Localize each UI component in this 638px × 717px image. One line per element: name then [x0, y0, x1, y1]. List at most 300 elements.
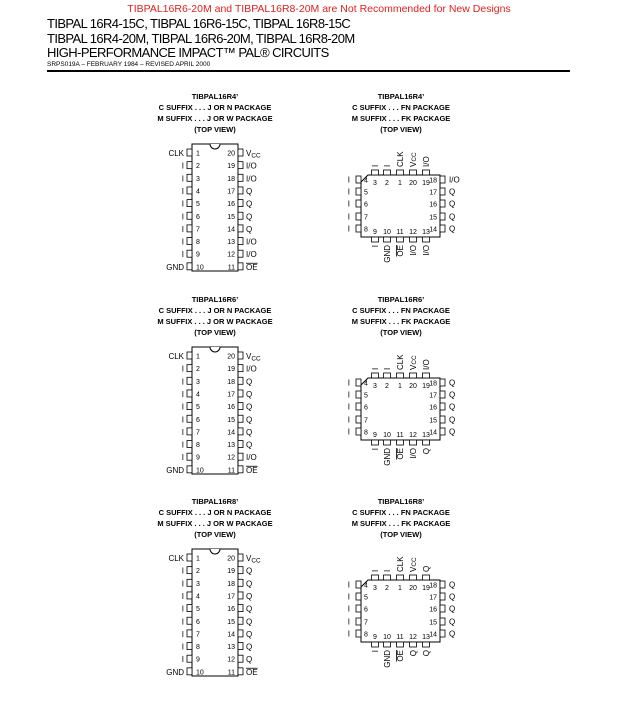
pin-number: 15 [227, 618, 235, 626]
pin-signal: I [181, 186, 184, 196]
top-view-label: (TOP VIEW) [380, 328, 422, 337]
pin-signal: Q [449, 415, 456, 425]
pin-number: 14 [227, 631, 235, 639]
pin-number: 3 [373, 383, 377, 390]
pin-number: 13 [422, 432, 430, 439]
fk-pin [397, 575, 404, 580]
pin-number: 9 [196, 656, 200, 664]
pin-signal: I [347, 175, 350, 185]
pin-signal: I [347, 617, 350, 627]
pin-number: 13 [227, 644, 235, 652]
pin-number: 17 [429, 189, 437, 197]
pin-number: 15 [227, 213, 235, 221]
pin-number: 6 [196, 213, 200, 221]
dip-pin [238, 428, 243, 435]
fk-pin [356, 200, 361, 207]
pin-number: 17 [227, 188, 235, 196]
pin-signal: I [181, 389, 184, 399]
pin-number: 6 [196, 416, 200, 424]
pin-signal: Q [246, 642, 253, 652]
pin-number: 1 [196, 555, 200, 563]
pin-number: 19 [422, 585, 430, 592]
pin-signal: I/O [246, 237, 257, 247]
pin-signal: I [347, 415, 350, 425]
pin-number: 7 [196, 631, 200, 639]
pin-number: 9 [373, 229, 377, 236]
dip-pin [238, 605, 243, 612]
pin-signal: GND [383, 650, 392, 668]
pin-number: 8 [364, 429, 368, 437]
pin-signal: CLK [168, 554, 184, 563]
pin-signal: Q [422, 448, 431, 455]
pin-signal: I [347, 187, 350, 197]
fk-pin [356, 605, 361, 612]
pin-number: 10 [383, 229, 391, 236]
pin-signal: I/O [246, 250, 257, 260]
pin-number: 12 [227, 656, 235, 664]
pin-number: 13 [422, 229, 430, 236]
fk-pin [384, 170, 391, 175]
dip-pin [187, 238, 192, 245]
fk-pinout [348, 92, 460, 263]
pin-number: 4 [196, 391, 200, 399]
dip-pin [238, 225, 243, 232]
device-name: TIBPAL16R6’ [377, 295, 425, 304]
pin-signal: OE [396, 448, 405, 460]
dip-pin [187, 592, 192, 599]
pin-signal: I [347, 199, 350, 209]
device-1 [157, 92, 459, 272]
dip-pin [238, 554, 243, 561]
pin-number: 15 [429, 619, 437, 627]
dip-pin [238, 238, 243, 245]
pin-number: 17 [227, 593, 235, 601]
pin-number: 16 [429, 201, 437, 209]
pin-signal: Q [246, 617, 253, 627]
fk-pin [356, 225, 361, 232]
pin-number: 20 [409, 180, 417, 187]
pin-signal: I [181, 224, 184, 234]
fk-pin [384, 642, 391, 647]
top-view-label: (TOP VIEW) [380, 125, 422, 134]
pin-number: 20 [409, 383, 417, 390]
pin-signal: I/O [246, 161, 257, 171]
pin-number: 11 [396, 432, 404, 439]
dip-pin [187, 263, 192, 270]
pin-signal: I [181, 655, 184, 665]
pin-number: 20 [227, 353, 235, 361]
pin-signal: Q [246, 224, 253, 234]
pin-signal: I [347, 402, 350, 412]
pin-signal: I [181, 212, 184, 222]
fk-pin [423, 170, 430, 175]
pin-signal: Q [449, 592, 456, 602]
pin-number: 15 [429, 417, 437, 425]
pin-number: 2 [385, 383, 389, 390]
fk-pin [410, 642, 417, 647]
pin-signal: I [181, 377, 184, 387]
package-c-suffix: C SUFFIX . . . FN PACKAGE [352, 508, 450, 517]
fk-pin [372, 575, 379, 580]
fk-pin [384, 373, 391, 378]
fk-pin [372, 170, 379, 175]
pin-number: 2 [385, 180, 389, 187]
dip-notch [210, 549, 220, 554]
dip-pin [238, 263, 243, 270]
dip-pin [238, 403, 243, 410]
fk-pin [410, 170, 417, 175]
document-id: SRPS019A – FEBRUARY 1984 – REVISED APRIL 2000 [47, 61, 211, 68]
pin-signal: I [347, 224, 350, 234]
pin-signal: I [181, 591, 184, 601]
dip-pin [187, 643, 192, 650]
fk-pinout [348, 497, 455, 668]
pin-number: 11 [227, 467, 235, 475]
pin-number: 6 [364, 606, 368, 614]
pin-number: 12 [409, 229, 417, 236]
fk-pin [440, 213, 445, 220]
pin-signal: I [181, 642, 184, 652]
pin-number: 14 [429, 429, 437, 437]
pin-signal: OE [396, 245, 405, 257]
top-view-label: (TOP VIEW) [194, 530, 236, 539]
fk-pin [410, 440, 417, 445]
package-c-suffix: C SUFFIX . . . FN PACKAGE [352, 103, 450, 112]
pin-number: 18 [227, 378, 235, 386]
pin-signal: VCC [246, 352, 261, 363]
package-m-suffix: M SUFFIX . . . J OR W PACKAGE [157, 114, 273, 123]
dip-pin [187, 162, 192, 169]
pin-number: 3 [196, 378, 200, 386]
dip-pin [187, 365, 192, 372]
dip-pin [238, 365, 243, 372]
dip-pin [187, 428, 192, 435]
package-c-suffix: C SUFFIX . . . J OR N PACKAGE [158, 306, 272, 315]
pin-signal: GND [166, 465, 184, 475]
pin-signal: CLK [396, 151, 405, 167]
pin-number: 2 [196, 366, 200, 374]
pin-signal: I [181, 174, 184, 184]
dip-pin [238, 415, 243, 422]
pin-signal: Q [246, 591, 253, 601]
device-name: TIBPAL16R6’ [191, 295, 239, 304]
fk-pin [440, 605, 445, 612]
fk-pin [423, 373, 430, 378]
pin-number: 3 [196, 175, 200, 183]
pin-number: 11 [396, 229, 404, 236]
pin-signal: Q [449, 224, 456, 234]
pin-signal: I/O [422, 245, 431, 256]
pin-number: 14 [429, 226, 437, 234]
dip-pinout [157, 295, 272, 475]
fk-pin [372, 440, 379, 445]
dip-pin [238, 567, 243, 574]
pin-signal: Q [449, 199, 456, 209]
fk-pin [440, 188, 445, 195]
pin-signal: Q [246, 629, 253, 639]
pin-number: 19 [422, 180, 430, 187]
fk-pin [356, 213, 361, 220]
pin-signal: I [181, 440, 184, 450]
pin-signal: Q [246, 402, 253, 412]
pin-number: 1 [398, 585, 402, 592]
fk-pin [410, 237, 417, 242]
pin-signal: Q [449, 629, 456, 639]
dip-pin [187, 200, 192, 207]
pin-number: 8 [196, 644, 200, 652]
pin-signal: Q [246, 389, 253, 399]
pin-number: 18 [227, 175, 235, 183]
pin-signal: Q [449, 212, 456, 222]
pin-signal: I [371, 650, 380, 653]
fk-pin [372, 373, 379, 378]
pin-number: 16 [429, 606, 437, 614]
dip-pin [187, 212, 192, 219]
dip-pin [187, 630, 192, 637]
pin-signal: I [347, 390, 350, 400]
pin-signal: I [181, 629, 184, 639]
device-3 [157, 497, 455, 677]
fk-pin [356, 581, 361, 588]
pin-signal: OE [246, 465, 258, 475]
pin-number: 1 [398, 180, 402, 187]
fk-pin [356, 403, 361, 410]
dip-pin [187, 187, 192, 194]
pin-signal: CLK [168, 149, 184, 158]
dip-pin [187, 390, 192, 397]
pin-signal: Q [422, 565, 431, 572]
fk-pin [440, 391, 445, 398]
fk-pin [356, 188, 361, 195]
dip-pin [238, 200, 243, 207]
dip-pin [187, 403, 192, 410]
pin-number: 4 [364, 380, 368, 388]
dip-pin [187, 352, 192, 359]
pin-signal: I [181, 415, 184, 425]
page-title-line-3: HIGH-PERFORMANCE IMPACT™ PAL® CIRCUITS [47, 45, 329, 60]
pin-signal: I [181, 579, 184, 589]
dip-pin [238, 630, 243, 637]
device-name: TIBPAL16R8’ [377, 497, 425, 506]
pin-signal: OE [396, 650, 405, 662]
dip-pin [238, 643, 243, 650]
pin-number: 8 [196, 442, 200, 450]
fk-pin [384, 440, 391, 445]
not-recommended-notice: TIBPAL16R6-20M and TIBPAL16R8-20M are Not Recommended for New Designs [127, 3, 511, 15]
pin-number: 19 [422, 383, 430, 390]
dip-pin [187, 617, 192, 624]
pin-number: 5 [364, 189, 368, 197]
pin-number: 5 [364, 392, 368, 400]
fk-pin [356, 176, 361, 183]
dip-notch [210, 144, 220, 149]
fk-pin [440, 428, 445, 435]
pin-signal: OE [246, 667, 258, 677]
package-m-suffix: M SUFFIX . . . FK PACKAGE [351, 114, 451, 123]
pin-number: 18 [429, 177, 437, 185]
pin-signal: I [347, 427, 350, 437]
pin-signal: Q [246, 212, 253, 222]
pin-signal: I [181, 566, 184, 576]
pin-signal: VCC [409, 152, 418, 167]
pin-number: 6 [364, 404, 368, 412]
fk-pin [440, 225, 445, 232]
pin-number: 10 [383, 432, 391, 439]
pin-signal: I [371, 367, 380, 370]
fk-pin [397, 373, 404, 378]
pin-number: 4 [196, 593, 200, 601]
package-m-suffix: M SUFFIX . . . FK PACKAGE [351, 317, 451, 326]
dip-pin [187, 415, 192, 422]
dip-pin [238, 377, 243, 384]
pin-signal: GND [166, 262, 184, 272]
pin-signal: I [371, 164, 380, 167]
fk-pin [440, 176, 445, 183]
pin-signal: I/O [422, 359, 431, 370]
pin-number: 5 [196, 201, 200, 209]
pin-number: 14 [227, 226, 235, 234]
fk-pin [440, 593, 445, 600]
pin-signal: I [181, 237, 184, 247]
top-view-label: (TOP VIEW) [194, 328, 236, 337]
page-title-line-2: TIBPAL 16R4-20M, TIBPAL 16R6-20M, TIBPAL 16R8-20M [47, 31, 355, 46]
package-c-suffix: C SUFFIX . . . FN PACKAGE [352, 306, 450, 315]
pin-number: 5 [196, 404, 200, 412]
dip-pin [238, 668, 243, 675]
dip-pinout [157, 92, 272, 272]
fk-pin [356, 630, 361, 637]
pin-signal: Q [246, 566, 253, 576]
pin-number: 1 [196, 353, 200, 361]
fk-pin [397, 237, 404, 242]
fk-pin [423, 642, 430, 647]
pin-signal: Q [449, 378, 456, 388]
pin-number: 3 [373, 180, 377, 187]
pin-number: 5 [196, 606, 200, 614]
pin-number: 4 [364, 177, 368, 185]
pin-signal: I/O [246, 364, 257, 374]
device-name: TIBPAL16R4’ [191, 92, 239, 101]
package-c-suffix: C SUFFIX . . . J OR N PACKAGE [158, 508, 272, 517]
dip-pin [238, 441, 243, 448]
dip-pin [187, 377, 192, 384]
pin-number: 11 [227, 264, 235, 272]
pin-number: 8 [364, 226, 368, 234]
dip-pin [187, 441, 192, 448]
pin-number: 13 [227, 442, 235, 450]
pin-signal: I [181, 250, 184, 260]
fk-pin [372, 237, 379, 242]
pin-signal: I [347, 580, 350, 590]
dip-pin [238, 390, 243, 397]
pin-signal: I [371, 569, 380, 572]
fk-pin [440, 379, 445, 386]
page-title-line-1: TIBPAL 16R4-15C, TIBPAL 16R6-15C, TIBPAL 16R8-15C [47, 16, 351, 31]
pin-number: 12 [409, 634, 417, 641]
pin-number: 16 [227, 404, 235, 412]
pin-signal: GND [383, 245, 392, 263]
pin-number: 6 [196, 618, 200, 626]
dip-pin [187, 225, 192, 232]
pin-number: 17 [429, 392, 437, 400]
dip-pin [187, 453, 192, 460]
fk-pin [440, 403, 445, 410]
fk-pin [356, 391, 361, 398]
fk-pin [440, 416, 445, 423]
pin-number: 10 [196, 264, 204, 272]
pin-signal: Q [449, 187, 456, 197]
fk-pin [410, 575, 417, 580]
pin-signal: GND [383, 448, 392, 466]
pin-signal: I [347, 604, 350, 614]
pin-number: 12 [227, 454, 235, 462]
pin-number: 8 [196, 239, 200, 247]
package-m-suffix: M SUFFIX . . . J OR W PACKAGE [157, 317, 273, 326]
dip-pin [187, 466, 192, 473]
dip-pin [238, 579, 243, 586]
pin-signal: I/O [409, 448, 418, 459]
pin-signal: Q [246, 604, 253, 614]
pin-signal: VCC [409, 557, 418, 572]
pin-number: 2 [196, 163, 200, 171]
pin-number: 6 [364, 201, 368, 209]
dip-pin [187, 655, 192, 662]
pin-number: 19 [227, 568, 235, 576]
pin-number: 9 [373, 634, 377, 641]
pin-signal: Q [449, 402, 456, 412]
pin-number: 19 [227, 366, 235, 374]
dip-pin [238, 453, 243, 460]
pin-number: 9 [196, 251, 200, 259]
pin-number: 4 [364, 582, 368, 590]
pin-number: 18 [429, 582, 437, 590]
pin-signal: I [371, 448, 380, 451]
pin-signal: VCC [246, 554, 261, 565]
pin-number: 15 [429, 214, 437, 222]
pin-number: 12 [409, 432, 417, 439]
dip-pin [238, 250, 243, 257]
fk-pin [384, 237, 391, 242]
dip-notch [210, 347, 220, 352]
pin-signal: Q [422, 650, 431, 657]
pin-signal: Q [409, 650, 418, 657]
dip-pin [238, 162, 243, 169]
fk-pin [423, 440, 430, 445]
pin-signal: Q [449, 390, 456, 400]
pin-number: 10 [196, 669, 204, 677]
pin-number: 1 [398, 383, 402, 390]
pin-number: 3 [196, 580, 200, 588]
pin-signal: Q [246, 655, 253, 665]
dip-pinout [157, 497, 272, 677]
device-name: TIBPAL16R8’ [191, 497, 239, 506]
pin-signal: I/O [422, 156, 431, 167]
pin-signal: Q [246, 579, 253, 589]
pin-number: 14 [227, 429, 235, 437]
pin-number: 15 [227, 416, 235, 424]
pin-signal: I [181, 427, 184, 437]
dip-pin [238, 149, 243, 156]
dip-pin [187, 149, 192, 156]
pin-signal: VCC [246, 149, 261, 160]
pin-number: 18 [429, 380, 437, 388]
fk-pin [440, 630, 445, 637]
pin-number: 9 [373, 432, 377, 439]
pin-number: 16 [429, 404, 437, 412]
pin-signal: Q [449, 427, 456, 437]
pin-signal: I/O [449, 175, 460, 185]
dip-pin [238, 617, 243, 624]
